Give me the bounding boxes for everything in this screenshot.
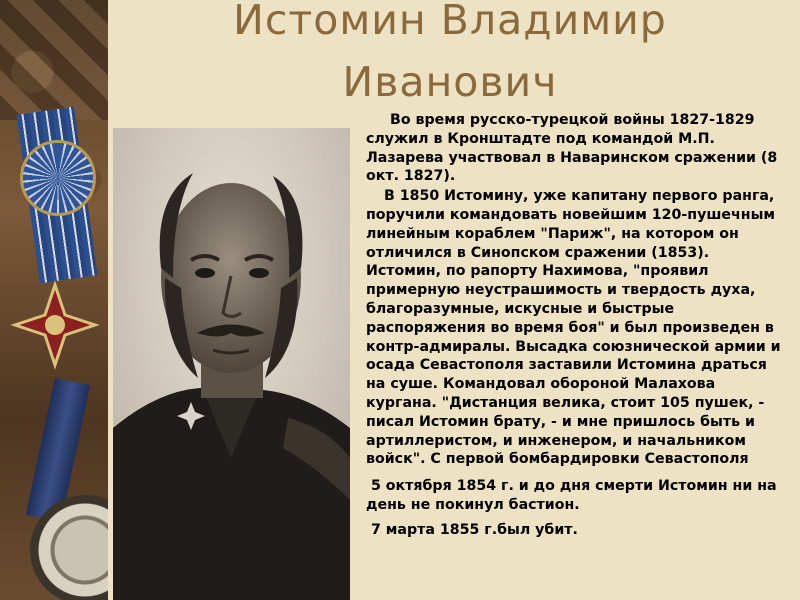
biography-text	[366, 111, 786, 540]
title-line-1: Истомин Владимир	[233, 0, 667, 44]
title-line-2: Иванович	[342, 58, 558, 106]
paragraph-3: 5 октября 1854 г. и до дня смерти Истомин ни на день не покинул бастион.	[366, 478, 777, 513]
order-cross-icon	[10, 280, 100, 370]
checkerboard-pattern	[0, 0, 108, 120]
page-title	[140, 0, 760, 108]
paragraph-4: 7 марта 1855 г.был убит.	[371, 521, 578, 538]
portrait-photo	[113, 128, 350, 600]
decorative-medals-strip	[0, 0, 108, 600]
portrait-illustration	[113, 128, 350, 600]
paragraph-1: Во время русско-турецкой войны 1827-1829 служил в Кронштадте под командой М.П. Лазарева участвовал в Наваринском сражении (8 окт. 1827).	[366, 112, 778, 185]
medal-rosette	[20, 140, 96, 216]
paragraph-2: В 1850 Истомину, уже капитану первого ранга, поручили командовать новейшим 120-пушечным линейным кораблем "Париж", на котором он отличился в Синопском сражении (1853). Истомин, по рапорту Нахимова, "проявил примерную неустрашимость и твердость духа, благоразумные, искусные и быстрые распоряжения во время боя" и был произведен в контр-адмиралы. Высадка союзнической армии и осада Севастополя заставили Истомина драться на суше. Командовал обороной Малахова кургана. "Дистанция велика, стоит 105 пушек, - писал Истомин брату, - и мне пришлось быть и артиллеристом, и инженером, и начальником войск". С первой бомбардировки Севастополя	[366, 188, 781, 468]
